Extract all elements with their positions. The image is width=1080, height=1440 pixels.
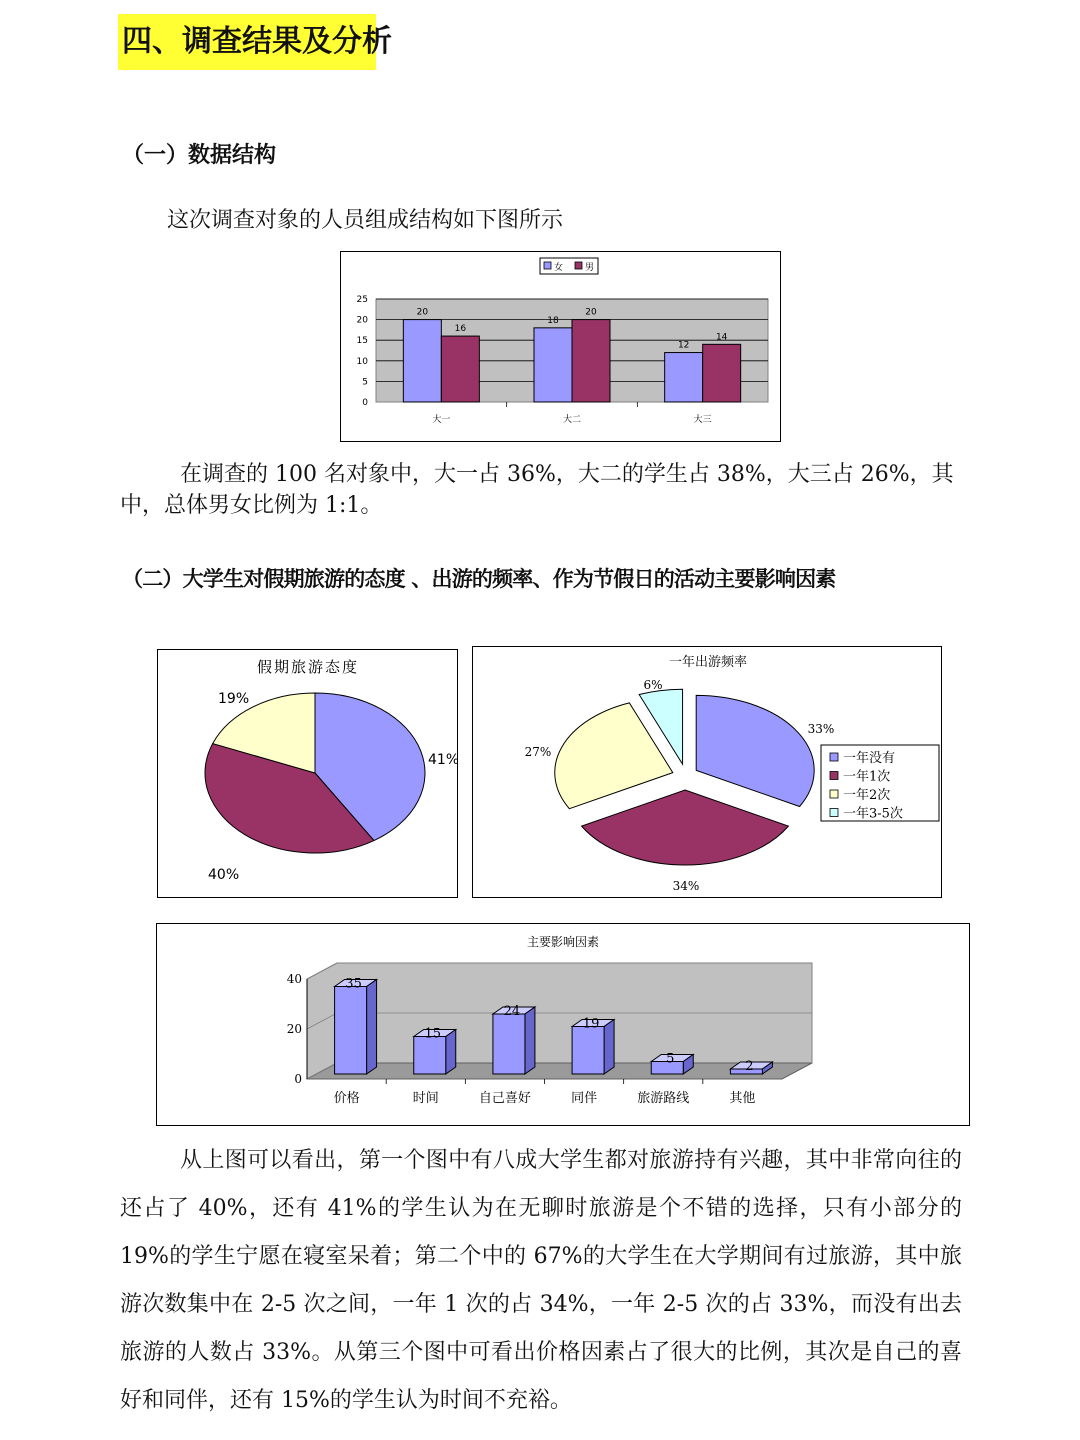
x-tick-label: 大一 — [432, 415, 451, 425]
chart-title: 假期旅游态度 — [256, 658, 360, 676]
page-heading: 四、调查结果及分析 — [122, 24, 392, 59]
chart-title: 一年出游频率 — [668, 655, 748, 670]
legend-swatch-female — [544, 262, 551, 269]
legend-label: 一年2次 — [843, 788, 891, 803]
legend-swatch-male — [575, 262, 582, 269]
legend-label: 一年1次 — [843, 769, 891, 785]
slice-label: 33% — [807, 722, 835, 736]
data-label: 15 — [424, 1026, 442, 1042]
x-tick-label: 大三 — [693, 415, 712, 425]
bar-男-大三 — [703, 344, 741, 402]
data-label: 18 — [547, 315, 559, 326]
legend-swatch — [830, 809, 838, 817]
x-tick-label: 自己喜好 — [478, 1091, 531, 1106]
y-tick-label: 10 — [356, 356, 368, 367]
y-tick-label: 0 — [294, 1072, 302, 1086]
bar-side-自己喜好 — [525, 1007, 535, 1074]
bar-男-大一 — [441, 336, 479, 402]
bar-男-大二 — [572, 320, 610, 402]
factor-bar-chart — [156, 923, 970, 1126]
y-tick-label: 40 — [286, 972, 302, 986]
x-tick-label: 其他 — [729, 1091, 756, 1106]
bar-同伴 — [572, 1027, 604, 1075]
x-tick-label: 时间 — [412, 1091, 439, 1106]
data-label: 35 — [345, 976, 362, 992]
legend-label: 一年3-5次 — [843, 806, 903, 822]
legend-label: 一年没有 — [843, 751, 896, 766]
data-label: 20 — [585, 307, 597, 318]
gender-bar-chart-svg — [341, 252, 780, 441]
bar-价格 — [335, 987, 367, 1075]
y-tick-label: 5 — [362, 377, 368, 388]
pie-slice — [582, 790, 789, 865]
data-label: 19 — [582, 1016, 600, 1032]
x-tick-label: 同伴 — [571, 1091, 598, 1106]
bar-自己喜好 — [493, 1014, 525, 1074]
legend-label-male: 男 — [585, 263, 595, 273]
legend-swatch — [830, 790, 838, 798]
slice-label: 27% — [524, 745, 552, 759]
intro-text: 这次调查对象的人员组成结构如下图所示 — [167, 208, 564, 233]
y-tick-label: 20 — [286, 1022, 302, 1036]
slice-label: 6% — [643, 678, 663, 692]
data-label: 24 — [503, 1004, 521, 1019]
pie-slice — [696, 695, 814, 806]
bar-女-大二 — [534, 328, 572, 402]
paragraph-1: 在调查的 100 名对象中，大一占 36%，大二的学生占 38%，大三占 26%，其中，总体男女比例为 1:1。 — [120, 462, 954, 518]
section2-title: （二）大学生对假期旅游的态度 、出游的频率、作为节假日的活动主要影响因素 — [122, 567, 836, 591]
factor-bar-chart-svg — [157, 924, 969, 1125]
bar-side-时间 — [446, 1030, 456, 1075]
legend-swatch — [830, 772, 838, 780]
section1-title: （一）数据结构 — [122, 143, 277, 168]
slice-label: 34% — [672, 879, 700, 893]
legend-label-female: 女 — [554, 263, 564, 273]
attitude-pie-chart — [157, 649, 458, 898]
data-label: 12 — [677, 340, 690, 351]
slice-label: 19% — [218, 691, 250, 707]
data-label: 2 — [745, 1059, 754, 1074]
y-tick-label: 20 — [356, 315, 368, 326]
gender-bar-chart — [340, 251, 781, 442]
data-label: 16 — [454, 324, 467, 335]
bar-女-大三 — [665, 353, 703, 402]
chart-title: 主要影响因素 — [526, 935, 600, 949]
y-tick-label: 25 — [356, 295, 368, 305]
plot-wall — [307, 963, 812, 1079]
y-tick-label: 0 — [362, 398, 368, 408]
bar-女-大一 — [403, 320, 441, 402]
data-label: 20 — [416, 307, 429, 318]
bar-时间 — [414, 1037, 446, 1075]
data-label: 5 — [666, 1051, 675, 1067]
bar-side-同伴 — [604, 1020, 614, 1075]
slice-label: 40% — [208, 867, 240, 883]
frequency-pie-chart — [472, 646, 942, 898]
slice-label: 41% — [428, 752, 457, 768]
data-label: 14 — [715, 332, 728, 343]
paragraph-2: 从上图可以看出，第一个图中有八成大学生都对旅游持有兴趣，其中非常向往的还占了 40%，还有 41%的学生认为在无聊时旅游是个不错的选择，只有小部分的 19%的学生宁愿在寝室呆着；第二个中的 67%的大学生在大学期间有过旅游，其中旅游次数集中在 2-5 次之间，一年 1 次的占 34%，一年 2-5 次的占 33%，而没有出去旅游的人数占 33%。从第三个图中可看出价格因素占了很大的比例，其次是自己的喜好和同伴，还有 15%的学生认为时间不充裕。 — [120, 1148, 962, 1413]
x-tick-label: 大二 — [562, 415, 582, 425]
x-tick-label: 价格 — [333, 1091, 360, 1106]
frequency-pie-chart-svg — [473, 647, 941, 897]
bar-side-价格 — [367, 980, 377, 1075]
legend-swatch — [830, 753, 838, 761]
attitude-pie-chart-svg — [158, 650, 457, 897]
y-tick-label: 15 — [356, 336, 368, 347]
x-tick-label: 旅游路线 — [637, 1091, 690, 1106]
